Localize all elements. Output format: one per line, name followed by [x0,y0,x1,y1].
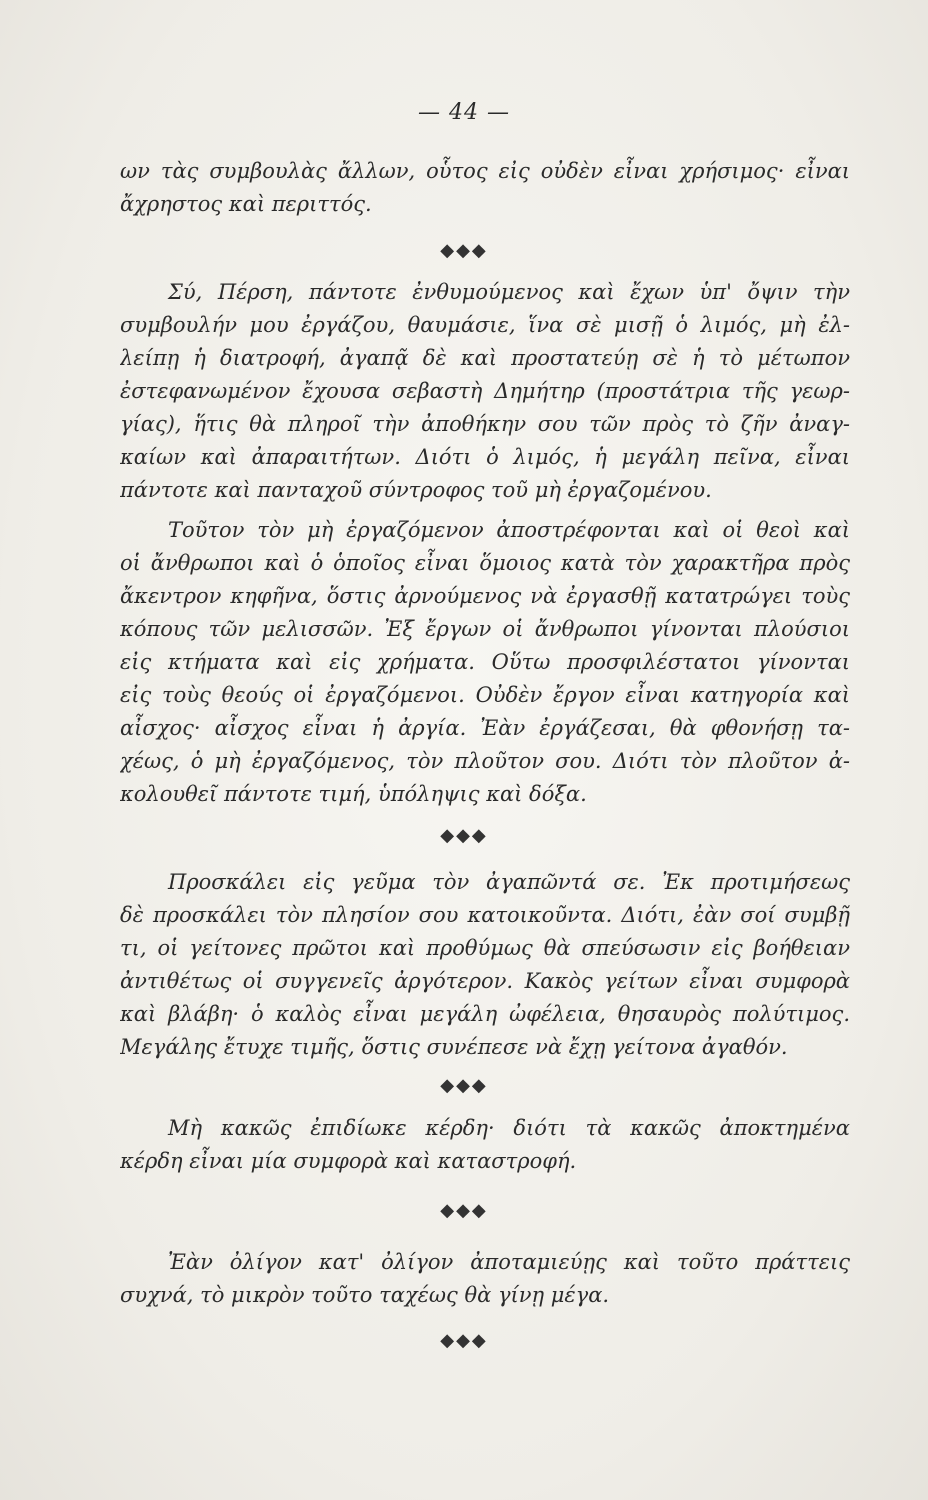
text-line: Μὴ κακῶς ἐπιδίωκε κέρδη· διότι τὰ κακῶς ἀποκτημένα [168,1116,850,1140]
text-line: αἶσχος· αἶσχος εἶναι ἡ ἀργία. Ἐὰν ἐργάζεσαι, θὰ φθονήσῃ τα- [120,716,850,740]
text-line: λείπῃ ἡ διατροφή, ἀγαπᾷ δὲ καὶ προστατεύῃ σὲ ἡ τὸ μέτωπον [120,346,850,370]
paragraph-neighbour [120,866,850,1064]
text-line: Προσκάλει εἰς γεῦμα τὸν ἀγαπῶντά σε. Ἐκ προτιμήσεως [168,870,850,894]
text-line: συμβουλήν μου ἐργάζου, θαυμάσιε, ἵνα σὲ μισῇ ὁ λιμός, μὴ ἐλ- [120,313,850,337]
text-line: ἄκεντρον κηφῆνα, ὅστις ἀρνούμενος νὰ ἐργασθῇ κατατρώγει τοὺς [120,584,850,608]
text-line: εἰς τοὺς θεούς οἱ ἐργαζόμενοι. Οὐδὲν ἔργον εἶναι κατηγορία καὶ [120,683,850,707]
paragraph-continuation [120,155,850,221]
text-line: δὲ προσκάλει τὸν πλησίον σου κατοικοῦντα. Διότι, ἐὰν σοί συμβῇ [120,903,850,927]
section-separator: ◆◆◆ [440,240,488,261]
text-line: εἰς κτήματα καὶ εἰς χρήματα. Οὕτω προσφιλέστατοι γίνονται [120,650,850,674]
text-line: καίων καὶ ἀπαραιτήτων. Διότι ὁ λιμός, ἡ μεγάλη πεῖνα, εἶναι [120,445,850,469]
text-line: κόπους τῶν μελισσῶν. Ἐξ ἔργων οἱ ἄνθρωποι γίνονται πλούσιοι [120,617,850,641]
text-line: ἄχρηστος καὶ περιττός. [120,192,372,216]
paragraph-perses [120,276,850,507]
text-line: γίας), ἥτις θὰ πληροῖ τὴν ἀποθήκην σου τῶν πρὸς τὸ ζῆν ἀναγ- [120,412,850,436]
text-line: πάντοτε καὶ πανταχοῦ σύντροφος τοῦ μὴ ἐργαζομένου. [120,478,712,502]
text-line: ων τὰς συμβουλὰς ἄλλων, οὗτος εἰς οὐδὲν εἶναι χρήσιμος· εἶναι [120,159,850,183]
text-line: καὶ βλάβη· ὁ καλὸς εἶναι μεγάλη ὠφέλεια, θησαυρὸς πολύτιμος. [120,1002,850,1026]
section-separator: ◆◆◆ [440,1200,488,1221]
text-line: Ἐὰν ὀλίγον κατ' ὀλίγον ἀποταμιεύῃς καὶ τοῦτο πράττεις [168,1250,850,1274]
text-line: χέως, ὁ μὴ ἐργαζόμενος, τὸν πλοῦτον σου. Διότι τὸν πλοῦτον ἀ- [120,749,850,773]
text-line: κέρδη εἶναι μία συμφορὰ καὶ καταστροφή. [120,1149,577,1173]
section-separator: ◆◆◆ [440,825,488,846]
text-line: τι, οἱ γείτονες πρῶτοι καὶ προθύμως θὰ σπεύσωσιν εἰς βοήθειαν [120,936,850,960]
text-line: ἐστεφανωμένον ἔχουσα σεβαστὴ Δημήτηρ (προστάτρια τῆς γεωρ- [120,379,850,403]
text-line: κολουθεῖ πάντοτε τιμή, ὑπόληψις καὶ δόξα. [120,782,587,806]
text-line: συχνά, τὸ μικρὸν τοῦτο ταχέως θὰ γίνῃ μέγα. [120,1283,610,1307]
page-number: — 44 — [418,100,510,125]
paragraph-saving [120,1246,850,1312]
text-line: ἀντιθέτως οἱ συγγενεῖς ἀργότερον. Κακὸς γείτων εἶναι συμφορὰ [120,969,850,993]
text-line: Σύ, Πέρση, πάντοτε ἐνθυμούμενος καὶ ἔχων ὑπ' ὄψιν τὴν [168,280,850,304]
paragraph-idleness [120,514,850,811]
text-line: Τοῦτον τὸν μὴ ἐργαζόμενον ἀποστρέφονται καὶ οἱ θεοὶ καὶ [168,518,850,542]
section-separator: ◆◆◆ [440,1330,488,1351]
text-line: οἱ ἄνθρωποι καὶ ὁ ὁποῖος εἶναι ὅμοιος κατὰ τὸν χαρακτῆρα πρὸς [120,551,850,575]
section-separator: ◆◆◆ [440,1075,488,1096]
paragraph-gains [120,1112,850,1178]
text-line: Μεγάλης ἔτυχε τιμῆς, ὅστις συνέπεσε νὰ ἔχῃ γείτονα ἀγαθόν. [120,1035,788,1059]
